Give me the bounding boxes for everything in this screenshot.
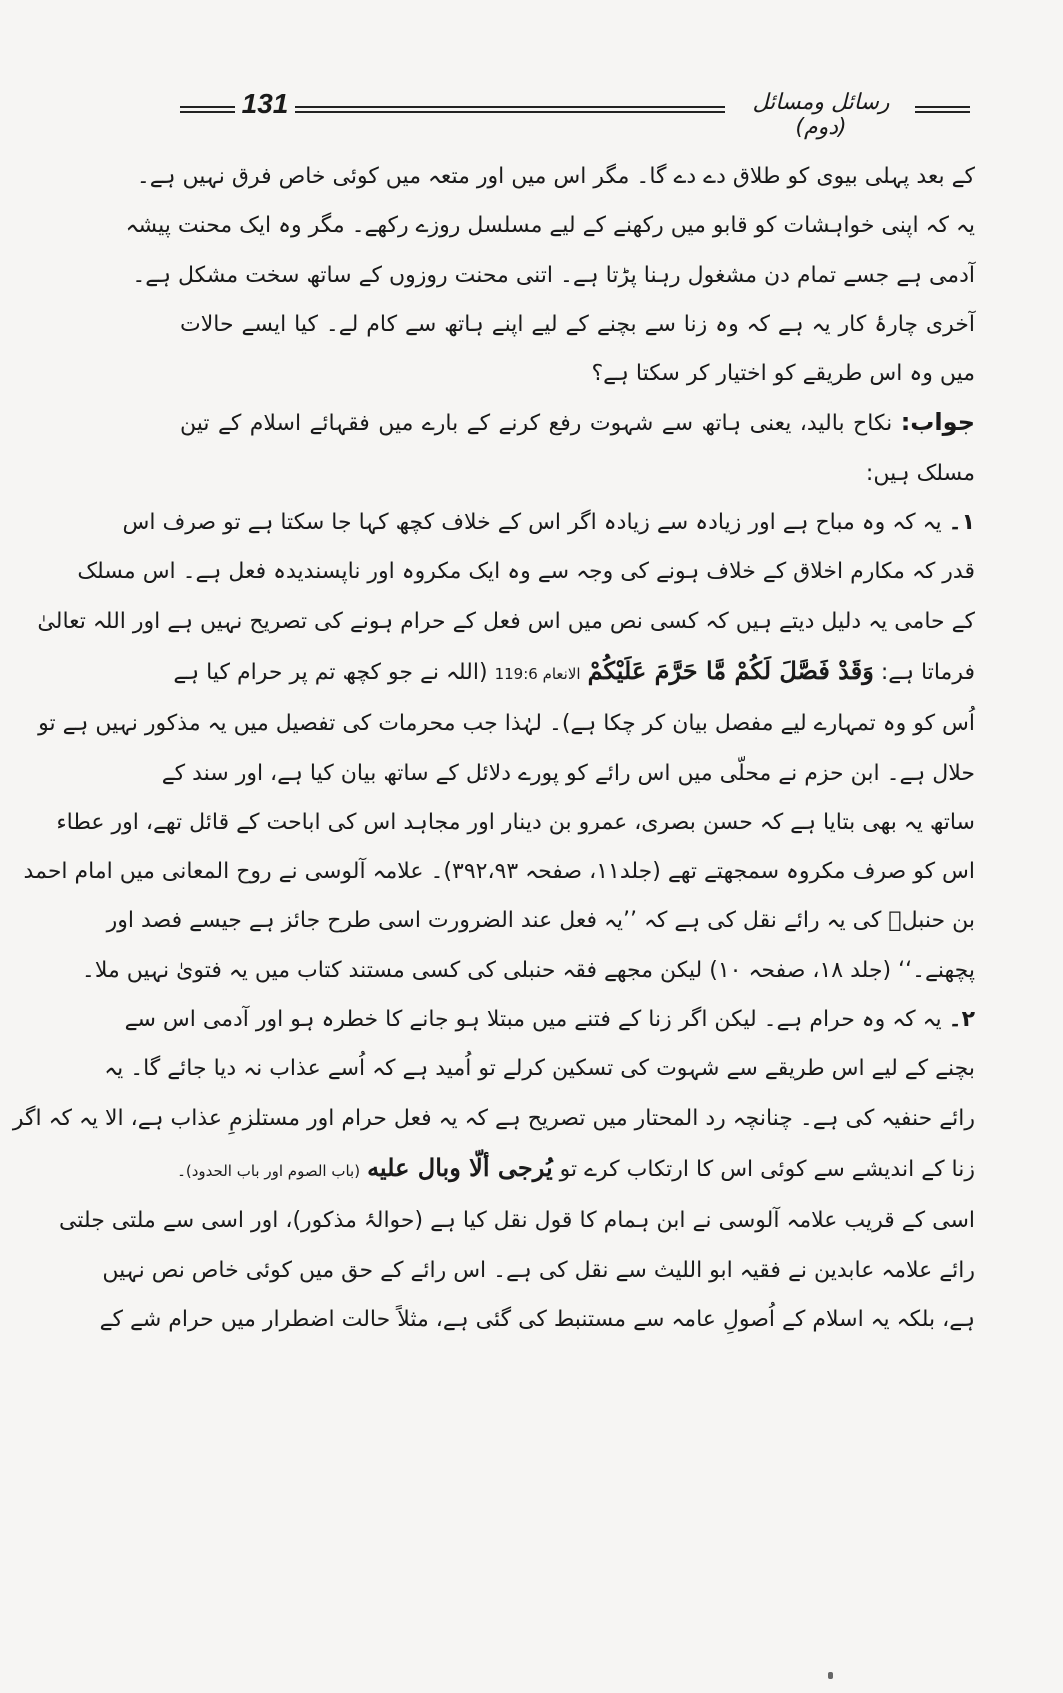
text-line: کے بعد پہلی بیوی کو طلاق دے دے گا۔ مگر اس میں اور متعہ میں کوئی خاص فرق نہیں ہے۔ (136, 164, 975, 189)
text-line: پچھنے۔‘‘ (جلد ۱۸، صفحہ ۱۰) لیکن مجھے فقہ حنبلی کی کسی مستند کتاب میں یہ فتویٰ نہیں ملا۔ (81, 957, 975, 983)
arabic-phrase: يُرجى ألّا وبال عليه (367, 1152, 553, 1182)
header-rule-middle (295, 106, 725, 113)
page-number: 131 (241, 88, 289, 119)
page-header (180, 88, 970, 140)
scan-speck (828, 1672, 833, 1679)
text-line: حلال ہے۔ ابن حزم نے محلّی میں اس رائے کو پورے دلائل کے ساتھ بیان کیا ہے، اور سند کے (161, 760, 975, 786)
answer-text: نکاح بالید، یعنی ہاتھ سے شہوت رفع کرنے کے بارے میں فقہائے اسلام کے تین (180, 411, 893, 437)
arabic-line-intro: زنا کے اندیشے سے کوئی اس کا ارتکاب کرے تو (559, 1156, 975, 1182)
text-line: یہ کہ اپنی خواہشات کو قابو میں رکھنے کے لیے مسلسل روزے رکھے۔ مگر وہ ایک محنت پیشہ (125, 213, 975, 239)
text-line: ساتھ یہ بھی بتایا ہے کہ حسن بصری، عمرو بن دینار اور مجاہد اس کی اباحت کے قائل تھے، اور عطاء (56, 809, 975, 835)
point-1-number: ۱۔ (948, 510, 975, 536)
quran-verse: وَقَدْ فَصَّلَ لَكُمْ مَّا حَرَّمَ عَلَيْكُمْ (587, 655, 874, 685)
text-line: اُس کو وہ تمہارے لیے مفصل بیان کر چکا ہے)۔ لہٰذا جب محرمات کی تفصیل میں یہ مذکور نہیں ہے تو (38, 711, 975, 737)
text-line: مسلک ہیں: (865, 460, 975, 486)
text-line: اسی کے قریب علامہ آلوسی نے ابن ہمام کا قول نقل کیا ہے (حوالۂ مذکور)، اور اسی سے ملتی جلتی (58, 1208, 975, 1234)
text-line: آدمی ہے جسے تمام دن مشغول رہنا پڑتا ہے۔ اتنی محنت روزوں کے ساتھ سخت مشکل ہے۔ (132, 262, 975, 288)
text-line: قدر کہ مکارم اخلاق کے خلاف ہونے کی وجہ سے وہ ایک مکروہ اور ناپسندیدہ فعل ہے۔ اس مسلک (77, 559, 975, 585)
verse-translation: (اللہ نے جو کچھ تم پر حرام کیا ہے (173, 659, 488, 685)
text-line: رائے حنفیہ کی ہے۔ چنانچہ رد المحتار میں تصریح ہے کہ یہ فعل حرام اور مستلزمِ عذاب ہے، الا یہ کہ اگر (12, 1105, 975, 1131)
verse-reference: الانعام 119:6 (494, 664, 581, 683)
verse-intro: فرماتا ہے: (880, 659, 975, 685)
text-line: رائے علامہ عابدین نے فقیہ ابو اللیث سے نقل کی ہے۔ اس رائے کے حق میں کوئی خاص نص نہیں (102, 1257, 975, 1283)
text-line: بن حنبلؒ کی یہ رائے نقل کی ہے کہ ’’یہ فعل عند الضرورت اسی طرح جائز ہے جیسے فصد اور (106, 908, 975, 934)
header-rule-right (915, 106, 970, 113)
text-line: کے حامی یہ دلیل دیتے ہیں کہ کسی نص میں اس فعل کے حرام ہونے کی تصریح نہیں ہے اور اللہ تعالیٰ (37, 608, 975, 634)
answer-line (180, 398, 975, 448)
arabic-reference: (باب الصوم اور باب الحدود)۔ (177, 1161, 361, 1180)
text-line: میں وہ اس طریقے کو اختیار کر سکتا ہے؟ (591, 361, 975, 387)
header-rule-left (180, 106, 235, 113)
text-line: ہے، بلکہ یہ اسلام کے اُصولِ عامہ سے مستنبط کی گئی ہے، مثلاً حالت اضطرار میں حرام شے کے (99, 1306, 975, 1332)
running-title: رسائل ومسائل (دوم) (752, 90, 890, 140)
point-1-first-line (122, 498, 975, 547)
point-2-first-line (124, 995, 975, 1044)
text-line: اس کو صرف مکروہ سمجھتے تھے (جلد۱۱، صفحہ ۳۹۲،۹۳)۔ علامہ آلوسی نے روح المعانی میں امام احمد (23, 859, 975, 885)
text-line: آخری چارۂ کار یہ ہے کہ وہ زنا سے بچنے کے لیے اپنے ہاتھ سے کام لے۔ کیا ایسے حالات (180, 311, 975, 337)
page-body (12, 152, 975, 1344)
point-2-text: یہ کہ وہ حرام ہے۔ لیکن اگر زنا کے فتنے میں مبتلا ہو جانے کا خطرہ ہو اور آدمی اس سے (124, 1007, 942, 1033)
point-2-number: ۲۔ (948, 1007, 975, 1033)
arabic-phrase-line (177, 1143, 975, 1196)
point-1-text: یہ کہ وہ مباح ہے اور زیادہ سے زیادہ اگر اس کے خلاف کچھ کہا جا سکتا ہے تو صرف اس (122, 510, 942, 536)
answer-label: جواب: (900, 408, 975, 437)
verse-line (173, 646, 975, 699)
text-line: بچنے کے لیے اس طریقے سے شہوت کی تسکین کرلے تو اُمید ہے کہ اُسے عذاب نہ دیا جائے گا۔ یہ (104, 1056, 975, 1082)
